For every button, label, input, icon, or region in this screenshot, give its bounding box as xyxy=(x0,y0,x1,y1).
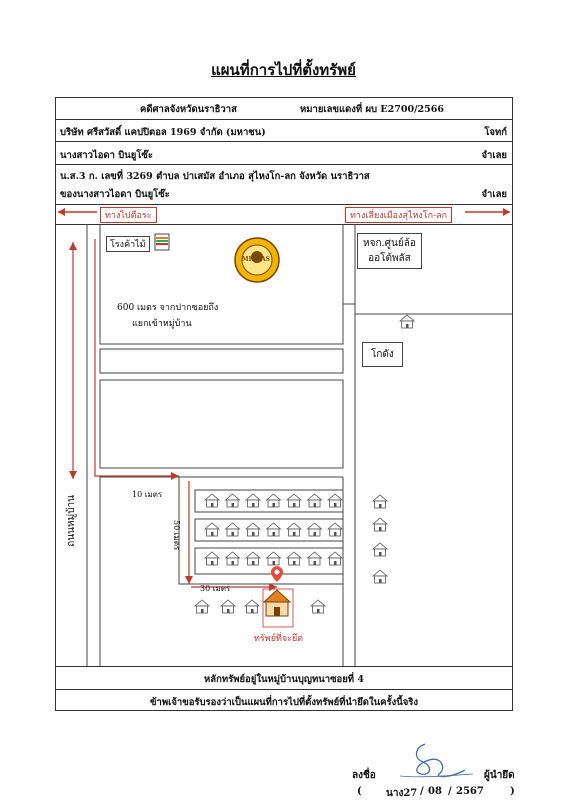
warehouse-box: โกดัง xyxy=(362,342,403,367)
distance-30m: 30 เมตร xyxy=(200,584,231,593)
date-sep-2: / xyxy=(448,786,452,797)
property-deed: น.ส.3 ก. เลขที่ 3269 ตำบล ปาเสมัส อำเภอ สุไหงโก-ลก จังหวัด นราธิวาส xyxy=(60,171,370,182)
case-number: หมายเลขแดงที่ ผบ E2700/2566 xyxy=(300,104,444,115)
date-year: 2567 xyxy=(456,786,484,797)
location-pin-icon xyxy=(271,566,283,582)
house-icon xyxy=(195,600,209,613)
defendant-row xyxy=(55,141,513,164)
distance-50m: 50 เมตร xyxy=(172,520,181,551)
property-label: ทรัพย์ที่จะยึด xyxy=(254,634,304,644)
footer-note-row-1 xyxy=(55,666,513,689)
distance-10m: 10 เมตร xyxy=(132,490,163,499)
defendant-name: นางสาวไอดา บินยูโซ๊ะ xyxy=(60,150,153,161)
signer-role: ผู้นำยึด xyxy=(484,770,515,781)
property-role: จำเลย xyxy=(481,189,507,200)
house-icon xyxy=(373,570,387,583)
roads xyxy=(87,224,513,666)
plaintiff-name: บริษัท ศรีสวัสดิ์ แคปปิตอล 1969 จำกัด (มหาชน) xyxy=(60,127,266,138)
date-month: 08 xyxy=(428,786,442,797)
direction-right-label: ทางเลี่ยงเมืองสุไหงโก-ลก xyxy=(345,207,452,223)
date-sep-1: / xyxy=(420,786,424,797)
factory-label: โรงค้าไม้ xyxy=(106,236,150,252)
page-title: แผนที่การไปที่ตั้งทรัพย์ xyxy=(211,61,356,79)
direction-right-arrow xyxy=(465,208,510,216)
house-icon xyxy=(311,600,325,613)
plaintiff-role: โจทก์ xyxy=(484,127,507,138)
plaintiff-row xyxy=(55,119,513,141)
date-close-paren: ) xyxy=(510,786,515,797)
house-icon xyxy=(373,495,387,508)
distance-note-line2: แยกเข้าหมู่บ้าน xyxy=(132,319,192,329)
seven-eleven-logo xyxy=(155,234,169,250)
property-house-icon xyxy=(264,590,290,616)
logo-text: MR.DAS xyxy=(242,256,270,263)
footer-note-2: ข้าพเจ้าขอรับรองว่าเป็นแผนที่การไปที่ตั้งทรัพย์ที่นำยึดในครั้งนี้จริง xyxy=(149,697,419,708)
signature-mark xyxy=(395,738,475,783)
sign-label: ลงชื่อ xyxy=(352,770,376,781)
date-day: นาง27 xyxy=(386,788,418,799)
footer-note-1: หลักทรัพย์อยู่ในหมู่บ้านบุญทนาซอยที่ 4 xyxy=(204,674,364,685)
distance-note-line1: 600 เมตร จากปากซอยถึง xyxy=(117,303,219,313)
date-open-paren: ( xyxy=(357,786,362,797)
direction-left-arrow xyxy=(58,208,97,216)
property-row xyxy=(55,164,513,204)
defendant-role: จำเลย xyxy=(481,150,507,161)
house-icon xyxy=(221,600,235,613)
shop-name-line2: ออโต้พลัส xyxy=(368,253,411,264)
house-icon xyxy=(400,315,414,328)
shop-name-line1: หจก.ศูนย์ล้อ xyxy=(363,238,416,249)
court-name: คดีศาลจังหวัดนราธิวาส xyxy=(140,104,237,115)
house-icon xyxy=(373,543,387,556)
property-owner: ของนางสาวไอดา บินยูโซ๊ะ xyxy=(60,189,170,200)
court-row xyxy=(55,97,513,119)
location-map xyxy=(55,204,513,666)
footer-note-row-2 xyxy=(55,689,513,711)
house-icon xyxy=(373,518,387,531)
direction-left-label: ทางไปตือระ xyxy=(100,207,157,223)
shop-box xyxy=(357,233,422,269)
house-icon xyxy=(245,600,259,613)
village-road-label: ถนนหมู่บ้าน xyxy=(66,495,77,547)
